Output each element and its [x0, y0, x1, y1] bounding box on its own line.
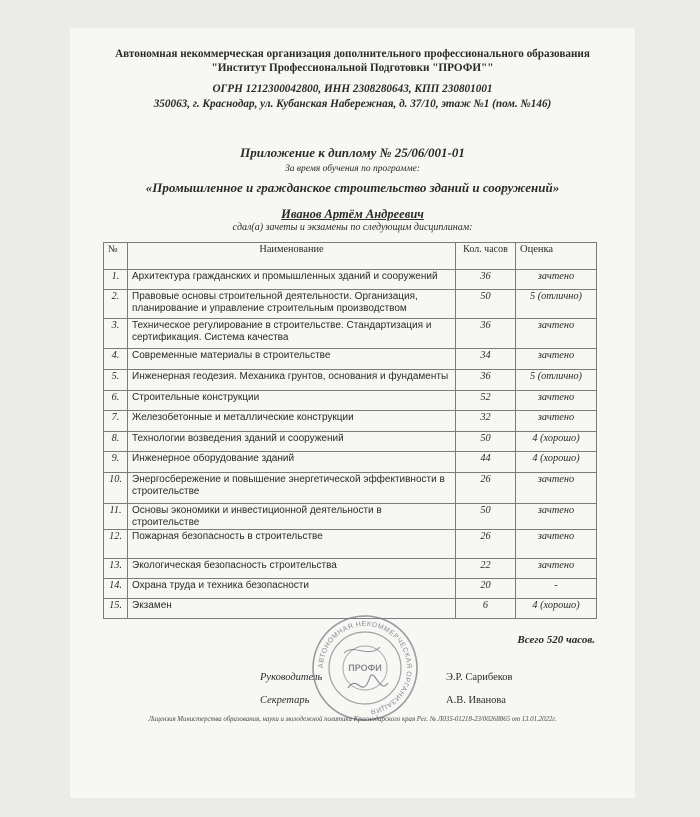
- hours-value: 52: [456, 391, 516, 411]
- row-number: 3.: [104, 319, 128, 349]
- secretary-name: А.В. Иванова: [446, 695, 506, 706]
- org-name-line1: Автономная некоммерческая организация дополнительного профессионального образования: [115, 48, 590, 60]
- row-number: 6.: [104, 391, 128, 411]
- hours-value: 32: [456, 411, 516, 432]
- discipline-name: Современные материалы в строительстве: [128, 349, 456, 370]
- grade-value: зачтено: [516, 473, 597, 504]
- table-row: [104, 290, 597, 319]
- stamp-ring-text: АВТОНОМНАЯ НЕКОММЕРЧЕСКАЯ ОРГАНИЗАЦИЯ: [317, 620, 413, 715]
- grades-table: [103, 242, 597, 619]
- head-name: Э.Р. Сарибеков: [446, 672, 513, 683]
- table-row: [104, 504, 597, 530]
- hours-value: 6: [456, 599, 516, 619]
- secretary-role: Секретарь: [260, 695, 310, 706]
- table-row: [104, 411, 597, 432]
- discipline-name: Железобетонные и металлические конструкции: [128, 411, 456, 432]
- discipline-name: Пожарная безопасность в строительстве: [128, 530, 456, 559]
- discipline-name: Экзамен: [128, 599, 456, 619]
- table-row: [104, 452, 597, 473]
- hours-value: 34: [456, 349, 516, 370]
- table-header-row: [104, 243, 597, 270]
- hours-value: 36: [456, 270, 516, 290]
- grade-value: зачтено: [516, 504, 597, 530]
- appendix-title: Приложение к диплому № 25/06/001-01: [240, 145, 465, 160]
- hours-value: 26: [456, 473, 516, 504]
- row-number: 10.: [104, 473, 128, 504]
- org-name-line2: "Институт Профессиональной Подготовки "ПРОФИ"": [211, 62, 494, 74]
- stamp-center-text: ПРОФИ: [348, 663, 382, 673]
- discipline-name: Технологии возведения зданий и сооружений: [128, 432, 456, 452]
- discipline-name: Архитектура гражданских и промышленных зданий и сооружений: [128, 270, 456, 290]
- grade-value: зачтено: [516, 559, 597, 579]
- row-number: 7.: [104, 411, 128, 432]
- discipline-name: Инженерное оборудование зданий: [128, 452, 456, 473]
- org-address-line: 350063, г. Краснодар, ул. Кубанская Набережная, д. 37/10, этаж №1 (пом. №146): [153, 98, 552, 110]
- row-number: 13.: [104, 559, 128, 579]
- grade-value: зачтено: [516, 319, 597, 349]
- hours-value: 50: [456, 432, 516, 452]
- program-intro: За время обучения по программе:: [285, 164, 420, 174]
- hours-value: 36: [456, 319, 516, 349]
- table-row: [104, 370, 597, 391]
- hours-value: 50: [456, 504, 516, 530]
- grade-value: 4 (хорошо): [516, 599, 597, 619]
- discipline-name: Строительные конструкции: [128, 391, 456, 411]
- org-registration-line: ОГРН 1212300042800, ИНН 2308280643, КПП 230801001: [212, 83, 493, 95]
- grade-value: зачтено: [516, 270, 597, 290]
- head-role: Руководитель: [260, 672, 323, 683]
- discipline-name: Экологическая безопасность строительства: [128, 559, 456, 579]
- hours-value: 44: [456, 452, 516, 473]
- program-name: «Промышленное и гражданское строительство зданий и сооружений»: [145, 180, 560, 195]
- row-number: 5.: [104, 370, 128, 391]
- table-row: [104, 349, 597, 370]
- table-row: [104, 559, 597, 579]
- discipline-name: Основы экономики и инвестиционной деятельности в строительстве: [128, 504, 456, 530]
- organization-stamp: [310, 613, 420, 723]
- row-number: 12.: [104, 530, 128, 559]
- discipline-name: Охрана труда и техника безопасности: [128, 579, 456, 599]
- total-hours: Всего 520 часов.: [517, 634, 595, 646]
- table-row: [104, 473, 597, 504]
- hours-value: 20: [456, 579, 516, 599]
- discipline-name: Инженерная геодезия. Механика грунтов, основания и фундаменты: [128, 370, 456, 391]
- table-row: [104, 270, 597, 290]
- row-number: 11.: [104, 504, 128, 530]
- hours-value: 50: [456, 290, 516, 319]
- hours-value: 22: [456, 559, 516, 579]
- row-number: 1.: [104, 270, 128, 290]
- grade-value: зачтено: [516, 411, 597, 432]
- header-hours: Кол. часов: [456, 243, 516, 270]
- row-number: 14.: [104, 579, 128, 599]
- diploma-appendix-page: [70, 28, 635, 798]
- grade-value: 5 (отлично): [516, 370, 597, 391]
- table-row: [104, 579, 597, 599]
- discipline-name: Правовые основы строительной деятельности. Организация, планирование и управление строительным производством: [128, 290, 456, 319]
- table-row: [104, 432, 597, 452]
- row-number: 4.: [104, 349, 128, 370]
- grade-value: 4 (хорошо): [516, 452, 597, 473]
- grade-value: зачтено: [516, 349, 597, 370]
- passed-disciplines-text: сдал(а) зачеты и экзамены по следующим дисциплинам:: [232, 222, 473, 233]
- grade-value: -: [516, 579, 597, 599]
- grade-value: 5 (отлично): [516, 290, 597, 319]
- student-name: Иванов Артём Андреевич: [281, 207, 424, 221]
- grade-value: 4 (хорошо): [516, 432, 597, 452]
- header-name: Наименование: [128, 243, 456, 270]
- table-row: [104, 391, 597, 411]
- header-grade: Оценка: [516, 243, 597, 270]
- hours-value: 36: [456, 370, 516, 391]
- license-text: Лицензия Министерства образования, науки и молодежной политики Краснодарского края Рег. № Л035-01218-23/00268865 от 13.01.2022г.: [148, 716, 557, 723]
- row-number: 8.: [104, 432, 128, 452]
- row-number: 9.: [104, 452, 128, 473]
- discipline-name: Техническое регулирование в строительстве. Стандартизация и сертификация. Система качества: [128, 319, 456, 349]
- table-row: [104, 530, 597, 559]
- row-number: 2.: [104, 290, 128, 319]
- row-number: 15.: [104, 599, 128, 619]
- header-number: №: [104, 243, 128, 270]
- table-row: [104, 319, 597, 349]
- hours-value: 26: [456, 530, 516, 559]
- grade-value: зачтено: [516, 391, 597, 411]
- discipline-name: Энергосбережение и повышение энергетической эффективности в строительстве: [128, 473, 456, 504]
- grade-value: зачтено: [516, 530, 597, 559]
